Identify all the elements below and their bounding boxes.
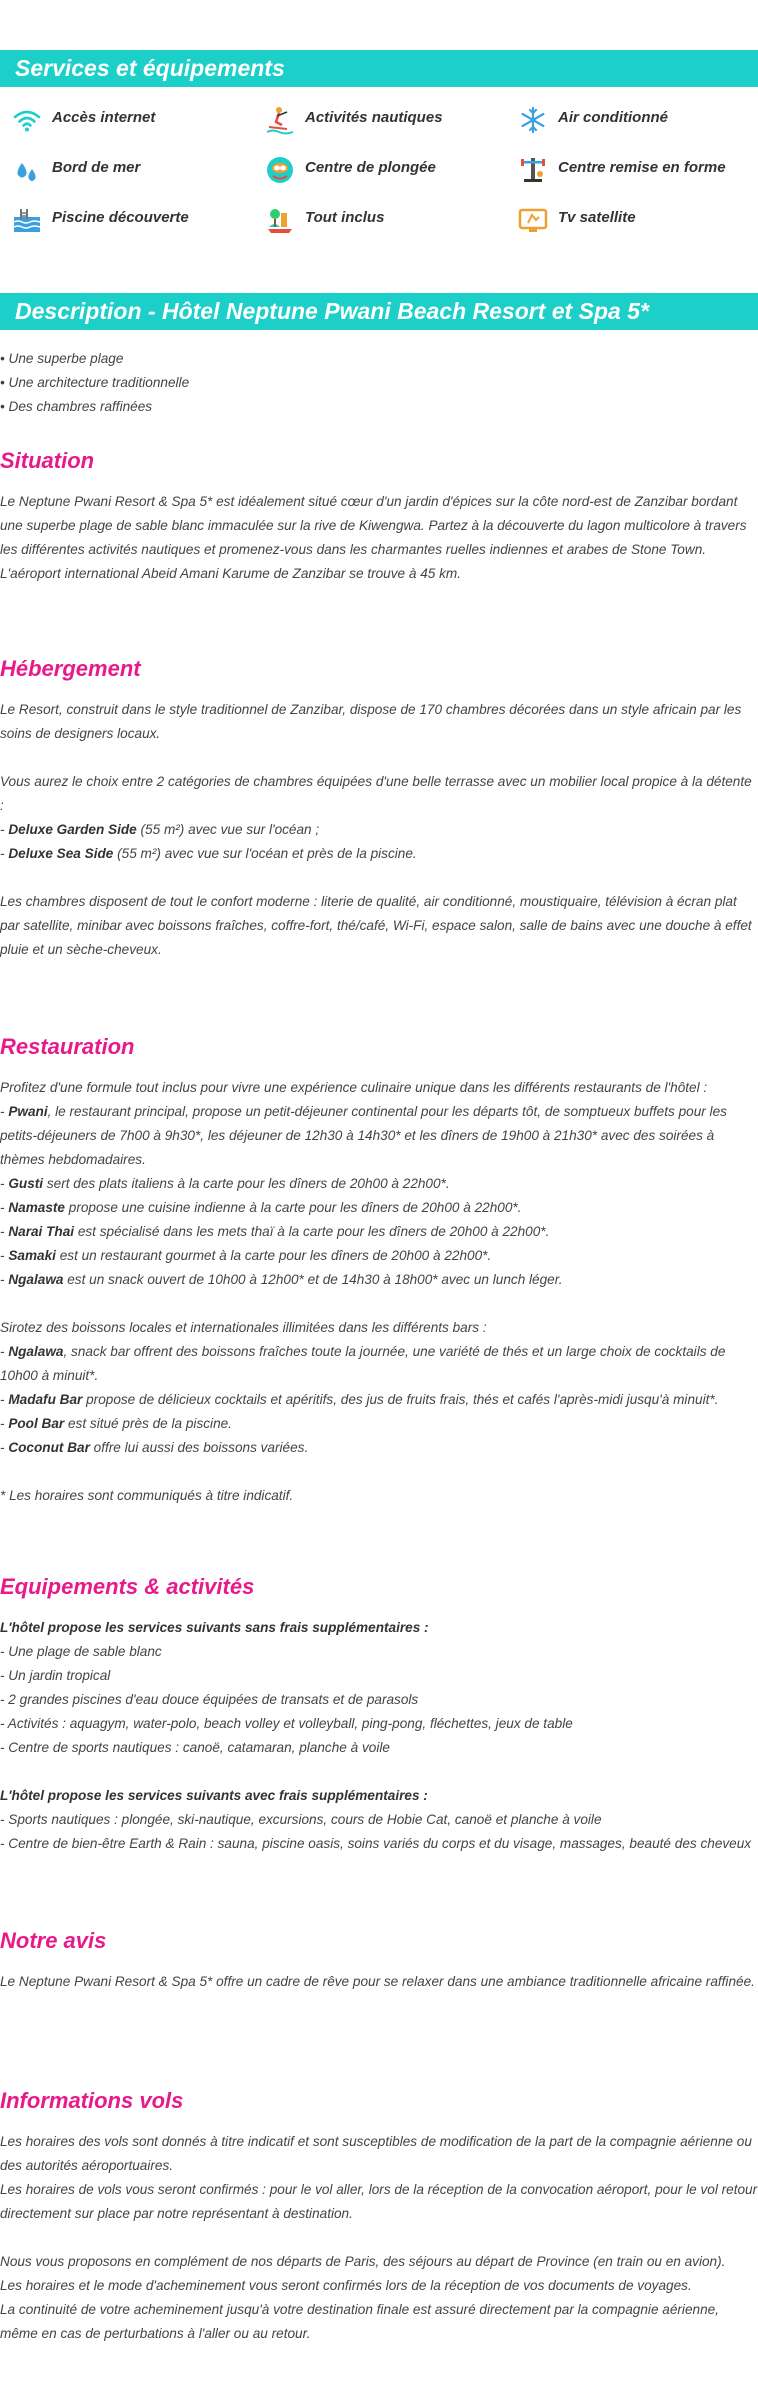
vols-p2: Les horaires de vols vous seront confirmés : pour le vol aller, lors de la réception de la convocation aéroport, pour le vol retour directement sur place par notre représentant à destination. xyxy=(0,2182,758,2221)
hebergement-heading: Hébergement xyxy=(0,656,141,681)
restaurant-desc: sert des plats italiens à la carte pour les dîners de 20h00 à 22h00*. xyxy=(43,1176,450,1191)
bar-name: Ngalawa xyxy=(8,1344,64,1359)
restaurant-name: Narai Thai xyxy=(8,1224,75,1239)
paid-services-title: L'hôtel propose les services suivants avec frais supplémentaires : xyxy=(0,1788,428,1803)
service-label: Accès internet xyxy=(52,109,156,126)
paid-item: - Sports nautiques : plongée, ski-nautique, excursions, cours de Hobie Cat, canoë et planche à voile xyxy=(0,1812,602,1827)
vols-heading: Informations vols xyxy=(0,2088,184,2113)
bar-item: - Coconut Bar offre lui aussi des boissons variées. xyxy=(0,1440,309,1455)
vols-text xyxy=(0,2130,758,2346)
free-item: - 2 grandes piscines d'eau douce équipées de transats et de parasols xyxy=(0,1692,419,1707)
room-desc: (55 m²) avec vue sur l'océan ; xyxy=(136,822,320,837)
vols-p3: Nous vous proposons en complément de nos départs de Paris, des séjours au départ de Province (en train ou en avion). xyxy=(0,2254,726,2269)
highlight-item: • Une architecture traditionnelle xyxy=(0,375,190,390)
free-item: - Centre de sports nautiques : canoë, catamaran, planche à voile xyxy=(0,1740,390,1755)
bars-intro: Sirotez des boissons locales et internationales illimitées dans les différents bars : xyxy=(0,1320,487,1335)
service-internet xyxy=(0,105,250,135)
avis-paragraph: Le Neptune Pwani Resort & Spa 5* offre un cadre de rêve pour se relaxer dans une ambiance traditionnelle africaine raffinée. xyxy=(0,1974,755,1989)
restaurant-name: Pwani xyxy=(8,1104,48,1119)
avis-text xyxy=(0,1970,758,1994)
highlight-item: • Une superbe plage xyxy=(0,351,124,366)
service-label: Piscine découverte xyxy=(52,209,189,226)
wifi-icon xyxy=(12,105,42,135)
situation-heading: Situation xyxy=(0,448,95,473)
restauration-heading: Restauration xyxy=(0,1034,135,1059)
bar-name: Coconut Bar xyxy=(8,1440,90,1455)
restauration-intro: Profitez d'une formule tout inclus pour vivre une expérience culinaire unique dans les différents restaurants de l'hôtel : xyxy=(0,1080,708,1095)
avis-heading: Notre avis xyxy=(0,1928,107,1953)
service-diving xyxy=(253,155,503,185)
room-name: Deluxe Sea Side xyxy=(8,846,114,861)
vols-p4: Les horaires et le mode d'acheminement vous seront confirmés lors de la réception de vos documents de voyages. xyxy=(0,2278,692,2293)
vols-p1: Les horaires des vols sont donnés à titre indicatif et sont susceptibles de modification de la part de la compagnie aérienne ou des autorités aéroportuaires. xyxy=(0,2134,752,2173)
room-name: Deluxe Garden Side xyxy=(8,822,137,837)
restaurant-item: - Pwani, le restaurant principal, propose un petit-déjeuner continental pour les départs tôt, de somptueux buffets pour les petits-déjeuners de 7h00 à 9h30*, les déjeuner de 12h30 à 14h30* et les dîners de 19h00 à 21h30* avec des soirées à thèmes hebdomadaires. xyxy=(0,1104,727,1167)
restaurant-item: - Ngalawa est un snack ouvert de 10h00 à 12h00* et de 14h30 à 18h00* avec un lunch léger. xyxy=(0,1272,563,1287)
service-pool xyxy=(0,205,250,235)
bar-desc: est situé près de la piscine. xyxy=(64,1416,232,1431)
bar-item: - Madafu Bar propose de délicieux cocktails et apéritifs, des jus de fruits frais, thés et cafés l'après-midi jusqu'à minuit*. xyxy=(0,1392,719,1407)
water-ski-icon xyxy=(265,105,295,135)
free-services-title: L'hôtel propose les services suivants sans frais supplémentaires : xyxy=(0,1620,429,1635)
restaurant-desc: propose une cuisine indienne à la carte pour les dîners de 20h00 à 22h00*. xyxy=(64,1200,522,1215)
vols-p5: La continuité de votre acheminement jusqu'à votre destination finale est assuré directement par la compagnie aérienne, même en cas de perturbations à l'aller ou au retour. xyxy=(0,2302,719,2341)
services-banner xyxy=(0,50,758,87)
service-nautical xyxy=(253,105,503,135)
restaurant-desc: , le restaurant principal, propose un petit-déjeuner continental pour les départs tôt, de somptueux buffets pour les petits-déjeuners de 7h00 à 9h30*, les déjeuner de 12h30 à 14h30* et les dîners de 19h00 à 21h30* avec des soirées à thèmes hebdomadaires. xyxy=(0,1104,727,1167)
service-label: Tv satellite xyxy=(558,209,636,226)
service-label: Activités nautiques xyxy=(305,109,443,126)
hebergement-p3: Les chambres disposent de tout le confort moderne : literie de qualité, air conditionné, moustiquaire, télévision à écran plat par satellite, minibar avec boissons fraîches, coffre-fort, thé/café, Wi-Fi, espace salon, salle de bains avec une douche à effet pluie et un sèche-cheveux. xyxy=(0,894,752,957)
all-inclusive-icon xyxy=(265,205,295,235)
service-tv xyxy=(506,205,756,235)
service-fitness xyxy=(506,155,756,185)
room-desc: (55 m²) avec vue sur l'océan et près de la piscine. xyxy=(113,846,417,861)
restaurant-name: Ngalawa xyxy=(8,1272,64,1287)
service-label: Bord de mer xyxy=(52,159,141,176)
restaurant-item: - Narai Thai est spécialisé dans les mets thaï à la carte pour les dîners de 20h00 à 22h00*. xyxy=(0,1224,550,1239)
equipements-heading: Equipements & activités xyxy=(0,1574,255,1599)
situation-paragraph: Le Neptune Pwani Resort & Spa 5* est idéalement situé cœur d'un jardin d'épices sur la côte nord-est de Zanzibar bordant une superbe plage de sable blanc immaculée sur la rive de Kiwengwa. Partez à la découverte du lagon multicolore à travers les différentes activités nautiques et promenez-vous dans les charmantes ruelles indiennes et arabes de Stone Town. L'aéroport international Abeid Amani Karume de Zanzibar se trouve à 45 km. xyxy=(0,494,747,581)
diving-icon xyxy=(265,155,295,185)
service-label: Air conditionné xyxy=(558,109,668,126)
service-label: Centre de plongée xyxy=(305,159,436,176)
water-drops-icon xyxy=(12,155,42,185)
hebergement-p1: Le Resort, construit dans le style traditionnel de Zanzibar, dispose de 170 chambres décorées dans un style africain par les soins de designers locaux. xyxy=(0,702,742,741)
hebergement-p2: Vous aurez le choix entre 2 catégories de chambres équipées d'une belle terrasse avec un mobilier local propice à la détente : xyxy=(0,774,752,813)
service-all-inclusive xyxy=(253,205,503,235)
restaurant-desc: est spécialisé dans les mets thaï à la carte pour les dîners de 20h00 à 22h00*. xyxy=(74,1224,550,1239)
restaurant-desc: est un snack ouvert de 10h00 à 12h00* et de 14h30 à 18h00* avec un lunch léger. xyxy=(63,1272,563,1287)
restaurant-item: - Samaki est un restaurant gourmet à la carte pour les dîners de 20h00 à 22h00*. xyxy=(0,1248,492,1263)
hebergement-text xyxy=(0,698,758,962)
restaurant-name: Gusti xyxy=(8,1176,44,1191)
services-title: Services et équipements xyxy=(15,55,285,81)
restaurant-item: - Namaste propose une cuisine indienne à la carte pour les dîners de 20h00 à 22h00*. xyxy=(0,1200,522,1215)
service-label: Centre remise en forme xyxy=(558,159,726,176)
restaurant-name: Samaki xyxy=(8,1248,56,1263)
restaurant-item: - Gusti sert des plats italiens à la carte pour les dîners de 20h00 à 22h00*. xyxy=(0,1176,450,1191)
restauration-text xyxy=(0,1076,758,1508)
room-item: - Deluxe Sea Side (55 m²) avec vue sur l'océan et près de la piscine. xyxy=(0,846,417,861)
description-title: Description - Hôtel Neptune Pwani Beach Resort et Spa 5* xyxy=(15,298,649,324)
fitness-icon xyxy=(518,155,548,185)
free-item: - Une plage de sable blanc xyxy=(0,1644,162,1659)
pool-icon xyxy=(12,205,42,235)
highlights-list xyxy=(0,347,758,419)
bar-desc: , snack bar offrent des boissons fraîches toute la journée, une variété de thés et un large choix de cocktails de 10h00 à minuit*. xyxy=(0,1344,726,1383)
service-aircon xyxy=(506,105,756,135)
equipements-text xyxy=(0,1616,758,1856)
description-banner xyxy=(0,293,758,330)
tv-icon xyxy=(518,205,548,235)
bar-name: Pool Bar xyxy=(8,1416,65,1431)
service-seaside xyxy=(0,155,250,185)
bar-desc: propose de délicieux cocktails et apéritifs, des jus de fruits frais, thés et cafés l'après-midi jusqu'à minuit*. xyxy=(82,1392,719,1407)
service-label: Tout inclus xyxy=(305,209,385,226)
highlight-item: • Des chambres raffinées xyxy=(0,399,153,414)
restaurant-desc: est un restaurant gourmet à la carte pour les dîners de 20h00 à 22h00*. xyxy=(55,1248,492,1263)
situation-text xyxy=(0,490,758,586)
bar-desc: offre lui aussi des boissons variées. xyxy=(89,1440,309,1455)
room-item: - Deluxe Garden Side (55 m²) avec vue sur l'océan ; xyxy=(0,822,320,837)
snowflake-icon xyxy=(518,105,548,135)
bar-item: - Pool Bar est situé près de la piscine. xyxy=(0,1416,232,1431)
paid-item: - Centre de bien-être Earth & Rain : sauna, piscine oasis, soins variés du corps et du visage, massages, beauté des cheveux xyxy=(0,1836,752,1851)
free-item: - Activités : aquagym, water-polo, beach volley et volleyball, ping-pong, fléchettes, jeux de table xyxy=(0,1716,573,1731)
bar-item: - Ngalawa, snack bar offrent des boissons fraîches toute la journée, une variété de thés et un large choix de cocktails de 10h00 à minuit*. xyxy=(0,1344,726,1383)
bar-name: Madafu Bar xyxy=(8,1392,83,1407)
hours-note: * Les horaires sont communiqués à titre indicatif. xyxy=(0,1488,294,1503)
restaurant-name: Namaste xyxy=(8,1200,65,1215)
free-item: - Un jardin tropical xyxy=(0,1668,111,1683)
